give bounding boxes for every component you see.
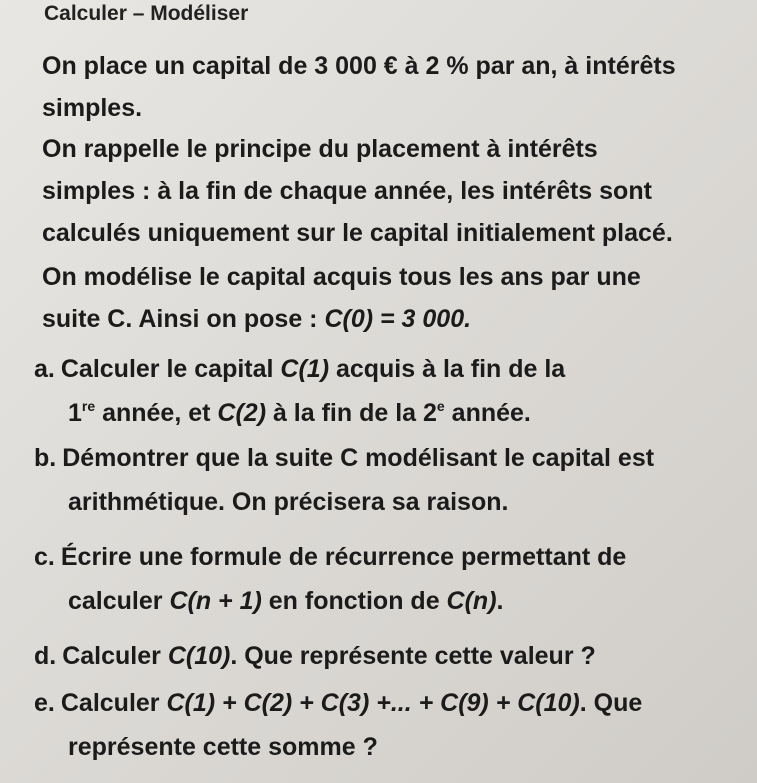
principle-line-3: calculés uniquement sur le capital initialement placé. — [42, 219, 673, 247]
principle-paragraph — [42, 128, 742, 254]
question-c-line-2: calculer C(n + 1) en fonction de C(n). — [68, 587, 504, 615]
question-a-letter: a. — [34, 355, 55, 383]
intro-paragraph — [42, 45, 742, 129]
initial-value-formula: C(0) = 3 000. — [324, 305, 472, 333]
exercise-title: Calculer – Modéliser — [44, 2, 249, 25]
principle-line-1: On rappelle le principe du placement à intérêts — [42, 135, 598, 163]
question-c-letter: c. — [34, 543, 55, 571]
model-line-1: On modélise le capital acquis tous les ans par une — [42, 263, 641, 291]
question-e-line-2: représente cette somme ? — [68, 733, 378, 761]
question-b-letter: b. — [34, 444, 57, 472]
question-e: e. Calculer C(1) + C(2) + C(3) +... + C(9) + C(10). Que représente cette somme ? — [34, 681, 744, 769]
intro-line-1: On place un capital de 3 000 € à 2 % par an, à intérêts — [42, 52, 676, 80]
question-a: a. Calculer le capital C(1) acquis à la fin de la 1re année, et C(2) à la fin de la 2e année. — [34, 347, 744, 435]
model-line-2: suite C. Ainsi on pose : C(0) = 3 000. — [42, 305, 472, 333]
question-b-line-2: arithmétique. On précisera sa raison. — [68, 488, 509, 516]
question-e-letter: e. — [34, 689, 55, 717]
question-d: d. Calculer C(10). Que représente cette valeur ? — [34, 634, 744, 678]
question-a-line-2: 1re année, et C(2) à la fin de la 2e année. — [68, 398, 531, 427]
principle-line-2: simples : à la fin de chaque année, les intérêts sont — [42, 177, 652, 205]
model-paragraph — [42, 256, 742, 340]
intro-line-2: simples. — [42, 94, 143, 122]
question-c: c. Écrire une formule de récurrence permettant de calculer C(n + 1) en fonction de C(n). — [34, 535, 744, 623]
question-b: b. Démontrer que la suite C modélisant le capital est arithmétique. On précisera sa raison. — [34, 436, 744, 524]
question-d-letter: d. — [34, 642, 57, 670]
